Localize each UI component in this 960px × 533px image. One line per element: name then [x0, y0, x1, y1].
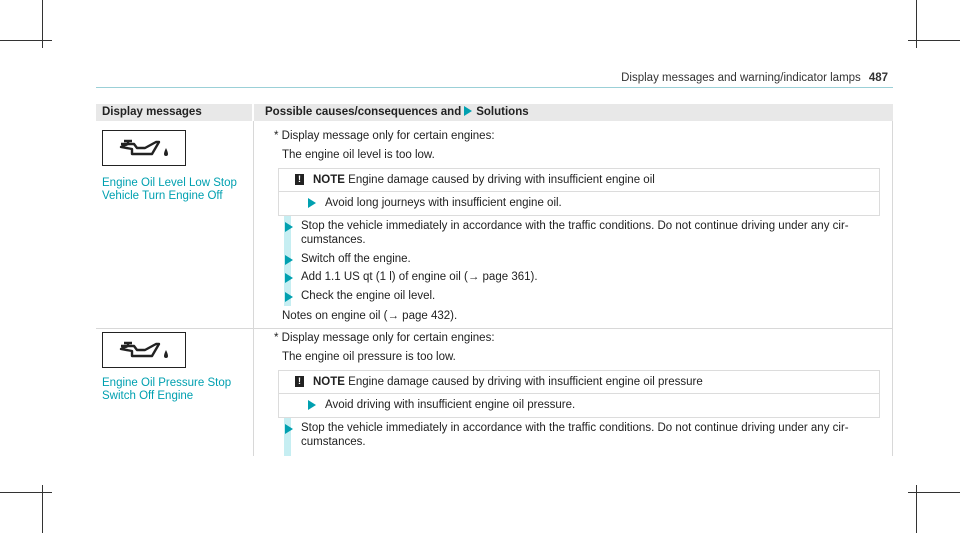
- message-line: Engine Oil Level Low Stop: [102, 177, 237, 189]
- warning-icon: !: [295, 376, 304, 387]
- note-text: Engine damage caused by driving with insufficient engine oil pressure: [348, 376, 703, 388]
- warning-icon: !: [295, 174, 304, 185]
- col-header-causes-solutions: [254, 104, 893, 121]
- column-divider: [253, 121, 254, 456]
- note-step-text: Avoid long journeys with insufficient engine oil.: [325, 197, 562, 209]
- col-header-prefix: Possible causes/consequences and: [265, 106, 462, 118]
- applicability-text: * Display message only for certain engines:: [274, 332, 495, 344]
- message-line: Vehicle Turn Engine Off: [102, 190, 223, 202]
- cause-text: The engine oil level is too low.: [282, 149, 435, 161]
- message-line: Engine Oil Pressure Stop: [102, 377, 232, 389]
- note-label: NOTE: [313, 376, 345, 388]
- note-header: [279, 371, 879, 393]
- col-header-display-messages: Display messages: [96, 104, 252, 121]
- cause-text: The engine oil pressure is too low.: [282, 351, 456, 363]
- engine-oil-level-icon: [102, 130, 186, 166]
- engine-oil-pressure-icon: [102, 332, 186, 368]
- col-header-suffix: Solutions: [476, 106, 529, 118]
- step-arrow-icon: [285, 424, 293, 434]
- applicability-text: * Display message only for certain engines:: [274, 130, 495, 142]
- step-text: Check the engine oil level.: [301, 290, 436, 302]
- crop-mark: [908, 40, 960, 41]
- note-box: [278, 370, 880, 418]
- note-header: [279, 169, 879, 191]
- step-arrow-icon: [308, 198, 316, 208]
- note-step: [279, 191, 879, 215]
- step-arrow-icon: [285, 222, 293, 232]
- step-arrow-icon: [285, 255, 293, 265]
- solution-arrow-icon: [464, 106, 472, 116]
- crop-mark: [0, 40, 52, 41]
- step-text: Switch off the engine.: [301, 253, 411, 265]
- note-box: [278, 168, 880, 216]
- row-divider: [96, 328, 893, 329]
- note-step: [279, 393, 879, 417]
- display-message-oil-level: [102, 177, 237, 203]
- step-text-continued: cumstances.: [301, 436, 366, 448]
- header-rule: [96, 87, 893, 88]
- message-line: Switch Off Engine: [102, 390, 194, 402]
- note-label: NOTE: [313, 174, 345, 186]
- crop-mark: [0, 492, 52, 493]
- note-text: Engine damage caused by driving with insufficient engine oil: [348, 174, 655, 186]
- step-arrow-icon: [308, 400, 316, 410]
- step-text: Stop the vehicle immediately in accordance with the traffic conditions. Do not continue driving under any cir-: [301, 220, 849, 232]
- note-step-text: Avoid driving with insufficient engine oil pressure.: [325, 399, 576, 411]
- step-text: Add 1.1 US qt (1 l) of engine oil (→ page 361).: [301, 271, 538, 283]
- running-head-title: Display messages and warning/indicator lamps: [621, 72, 861, 84]
- running-head: [621, 72, 888, 84]
- step-text-continued: cumstances.: [301, 234, 366, 246]
- step-text: Stop the vehicle immediately in accordance with the traffic conditions. Do not continue driving under any cir-: [301, 422, 849, 434]
- footnote-text: Notes on engine oil (→ page 432).: [282, 310, 458, 322]
- crop-mark: [908, 492, 960, 493]
- page-number: 487: [868, 72, 888, 84]
- messages-table: [96, 104, 893, 456]
- display-message-oil-pressure: [102, 377, 231, 403]
- step-arrow-icon: [285, 292, 293, 302]
- step-arrow-icon: [285, 273, 293, 283]
- table-right-border: [892, 121, 893, 456]
